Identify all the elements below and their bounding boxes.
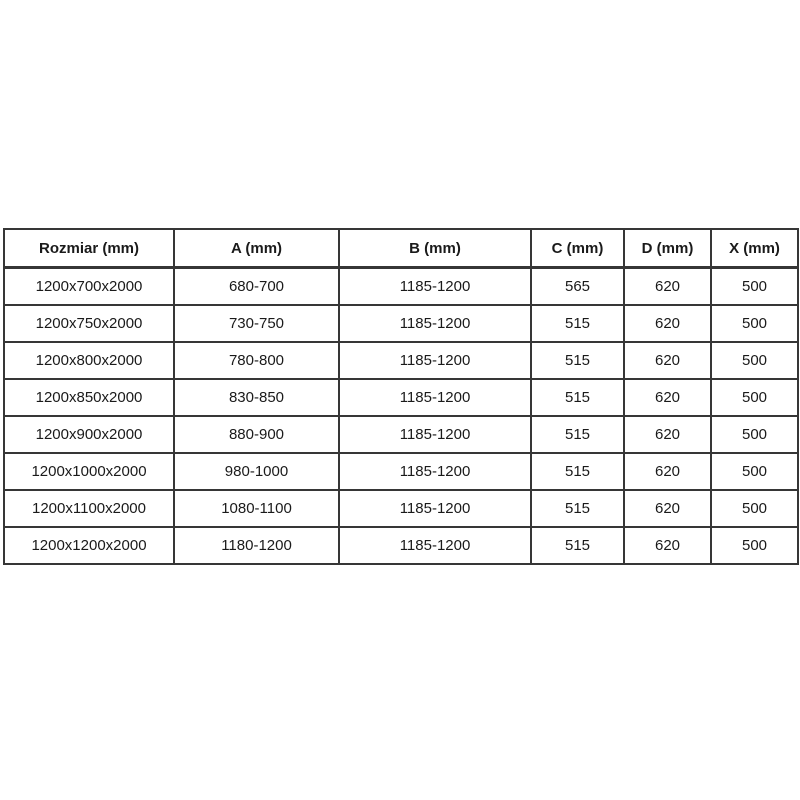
cell-b: 1185-1200	[339, 416, 531, 453]
cell-c: 515	[531, 342, 624, 379]
cell-b: 1185-1200	[339, 379, 531, 416]
cell-b: 1185-1200	[339, 342, 531, 379]
cell-d: 620	[624, 379, 711, 416]
cell-c: 515	[531, 379, 624, 416]
cell-d: 620	[624, 490, 711, 527]
cell-rozmiar: 1200x1100x2000	[4, 490, 174, 527]
cell-c: 515	[531, 305, 624, 342]
column-header-a: A (mm)	[174, 229, 339, 268]
table-row	[4, 305, 798, 342]
table-row	[4, 268, 798, 306]
column-header-c: C (mm)	[531, 229, 624, 268]
table-row	[4, 527, 798, 564]
cell-rozmiar: 1200x750x2000	[4, 305, 174, 342]
cell-x: 500	[711, 342, 798, 379]
cell-d: 620	[624, 527, 711, 564]
table-row	[4, 379, 798, 416]
cell-a: 730-750	[174, 305, 339, 342]
cell-a: 1180-1200	[174, 527, 339, 564]
table-row	[4, 453, 798, 490]
cell-x: 500	[711, 305, 798, 342]
column-header-x: X (mm)	[711, 229, 798, 268]
cell-rozmiar: 1200x800x2000	[4, 342, 174, 379]
cell-a: 680-700	[174, 268, 339, 306]
cell-c: 515	[531, 490, 624, 527]
table-row	[4, 342, 798, 379]
dimensions-table	[3, 228, 799, 565]
cell-d: 620	[624, 342, 711, 379]
cell-x: 500	[711, 527, 798, 564]
cell-d: 620	[624, 268, 711, 306]
cell-x: 500	[711, 379, 798, 416]
cell-a: 1080-1100	[174, 490, 339, 527]
cell-d: 620	[624, 305, 711, 342]
cell-b: 1185-1200	[339, 268, 531, 306]
table-row	[4, 416, 798, 453]
cell-x: 500	[711, 453, 798, 490]
cell-x: 500	[711, 490, 798, 527]
cell-rozmiar: 1200x900x2000	[4, 416, 174, 453]
cell-a: 830-850	[174, 379, 339, 416]
column-header-d: D (mm)	[624, 229, 711, 268]
cell-a: 780-800	[174, 342, 339, 379]
cell-c: 515	[531, 453, 624, 490]
cell-d: 620	[624, 453, 711, 490]
header-row	[4, 229, 798, 268]
cell-b: 1185-1200	[339, 527, 531, 564]
cell-rozmiar: 1200x1200x2000	[4, 527, 174, 564]
cell-x: 500	[711, 268, 798, 306]
cell-rozmiar: 1200x700x2000	[4, 268, 174, 306]
table-row	[4, 490, 798, 527]
cell-b: 1185-1200	[339, 305, 531, 342]
column-header-b: B (mm)	[339, 229, 531, 268]
cell-rozmiar: 1200x850x2000	[4, 379, 174, 416]
cell-rozmiar: 1200x1000x2000	[4, 453, 174, 490]
cell-a: 880-900	[174, 416, 339, 453]
cell-c: 515	[531, 416, 624, 453]
column-header-rozmiar: Rozmiar (mm)	[4, 229, 174, 268]
cell-b: 1185-1200	[339, 453, 531, 490]
cell-c: 565	[531, 268, 624, 306]
cell-b: 1185-1200	[339, 490, 531, 527]
cell-d: 620	[624, 416, 711, 453]
cell-x: 500	[711, 416, 798, 453]
cell-a: 980-1000	[174, 453, 339, 490]
cell-c: 515	[531, 527, 624, 564]
